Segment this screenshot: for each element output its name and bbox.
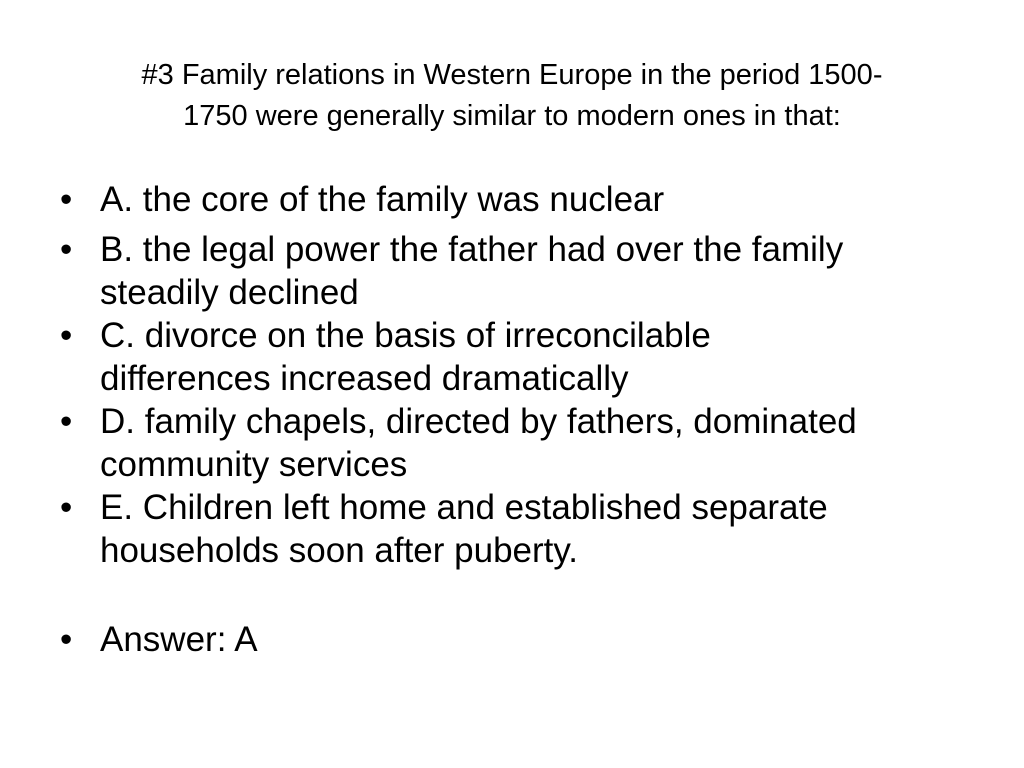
bullet-dot-icon: • [60,230,73,269]
bullet-line: steadily declined [100,273,359,312]
bullet-text [100,400,980,486]
bullet-dot-icon: • [60,402,73,441]
bullet-line: C. divorce on the basis of irreconcilable [100,316,711,355]
bullet-text [100,228,980,314]
bullet-dot-icon: • [60,488,73,527]
bullet-line: E. Children left home and established separate [100,488,828,527]
bullet-line: D. family chapels, directed by fathers, dominated [100,402,857,441]
bullet-line: community services [100,445,408,484]
bullet-line: A. the core of the family was nuclear [100,180,665,219]
title-line-1: #3 Family relations in Western Europe in the period 1500- [141,59,883,91]
bullet-text [100,618,980,661]
title-line-2: 1750 were generally similar to modern ones in that: [183,100,841,132]
bullet-text [100,314,980,400]
bullet-text [100,178,980,221]
bullet-text [100,486,980,572]
bullet-dot-icon: • [60,180,73,219]
bullet-dot-icon: • [60,316,73,355]
answer-text: Answer: A [100,620,258,659]
bullet-line: households soon after puberty. [100,531,579,570]
bullet-dot-icon: • [60,620,73,659]
bullet-line: B. the legal power the father had over the family [100,230,844,269]
bullet-line: differences increased dramatically [100,359,629,398]
